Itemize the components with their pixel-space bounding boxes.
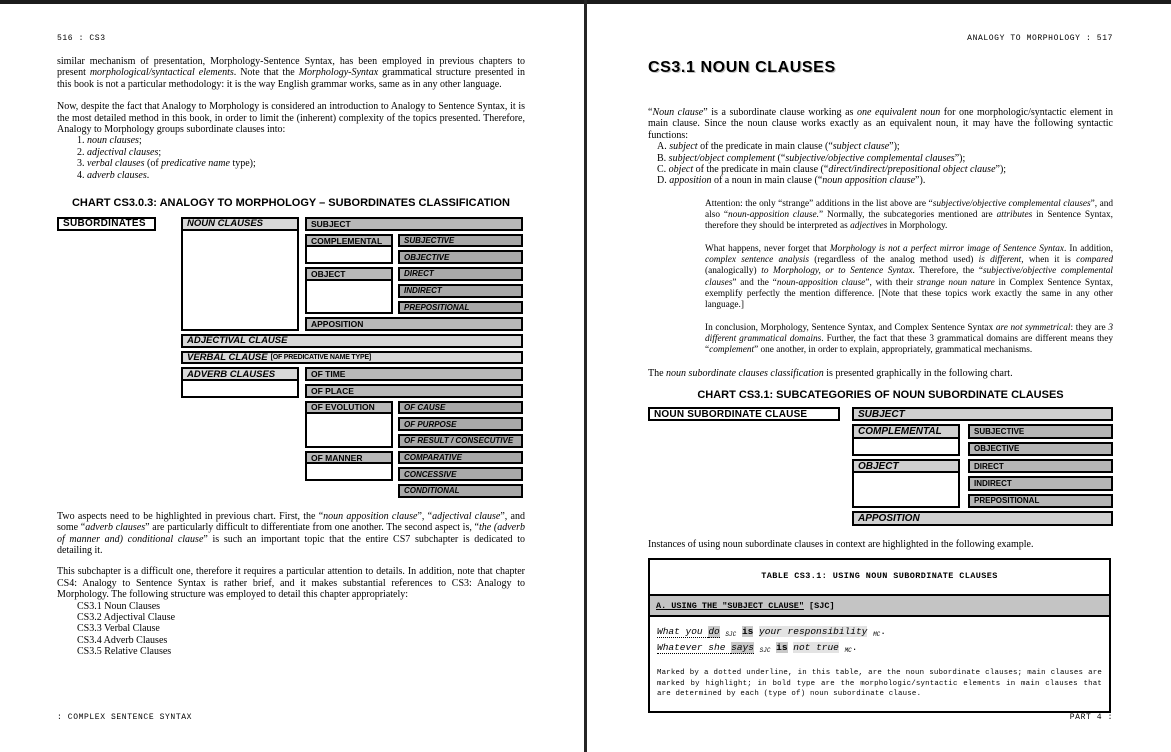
chart-node-subjective: SUBJECTIVE <box>968 424 1113 438</box>
toc-item-cs31: CS3.1 Noun Clauses <box>77 600 161 612</box>
chart-node-of-result-consecutive: OF RESULT / CONSECUTIVE <box>398 434 523 448</box>
chart-node-prepositional: PREPOSITIONAL <box>398 301 523 315</box>
table-cs31-using-noun-subordinate-clauses <box>648 558 1111 713</box>
chart-node-concessive: CONCESSIVE <box>398 467 523 481</box>
example-sentence-2: Whatever she says $_{SJC}$ is not true $_{MC}$. <box>657 642 858 655</box>
example-sentence-1: What you do $_{SJC}$ is your responsibility $_{MC}$. <box>657 625 886 638</box>
chart-node-indirect: INDIRECT <box>398 284 523 298</box>
section-heading-cs31-noun-clauses: CS3.1 NOUN CLAUSES <box>648 59 836 76</box>
page-number-header-right: ANALOGY TO MORPHOLOGY : 517 <box>967 34 1113 43</box>
paragraph-this-subchapter: This subchapter is a difficult one, therefore it requires a particular attention to details. In addition, note that chapter CS4: Analogy to Sentence Syntax is rather brief, and it makes substantial references to CS3: Analogy to Morphology. The following structure was employed to detail this chapter appropriately: <box>57 566 525 601</box>
chart-node-of-purpose: OF PURPOSE <box>398 417 523 431</box>
chart-cs303-subordinates-classification <box>57 217 525 498</box>
chart-cs31-title: CHART CS3.1: SUBCATEGORIES OF NOUN SUBORDINATE CLAUSES <box>697 388 1064 401</box>
chart-node-subject: SUBJECT <box>305 217 523 231</box>
chart-node-complemental <box>852 424 960 456</box>
chart-node-noun-subordinate-clause: NOUN SUBORDINATE CLAUSE <box>648 407 840 421</box>
syntactic-functions-list <box>648 141 1113 187</box>
chart-node-of-evolution <box>305 401 393 448</box>
chart-node-of-time: OF TIME <box>305 367 523 381</box>
table-title: TABLE CS3.1: USING NOUN SUBORDINATE CLAUSES <box>650 560 1109 596</box>
chart-node-label: OF MANNER <box>307 453 391 465</box>
chart-node-conditional: CONDITIONAL <box>398 484 523 498</box>
chart-node-object <box>305 267 393 314</box>
paragraph-now-despite: Now, despite the fact that Analogy to Morphology is considered an introduction to Analogy to Sentence Syntax, it is the most detailed method in this book, in order to limit the (inherent) complexity of the topics presented. Therefore, Analogy to Morphology groups subordinate clauses into: <box>57 101 525 136</box>
chart-node-apposition: APPOSITION <box>852 511 1113 525</box>
paragraph-two-aspects: Two aspects need to be highlighted in previous chart. First, the “noun apposition clause”, “adjectival clause”, and some “adverb clauses” are particularly difficult to differentiate from one another. The second aspect is, “the (adverb of manner and) conditional clause” is such an important topic that the entire CS7 subchapter is dedicated to detailing it. <box>57 510 525 556</box>
part-footer: PART 4 : <box>1069 713 1113 722</box>
chapter-structure-list <box>57 601 525 658</box>
chart-node-objective: OBJECTIVE <box>398 250 523 264</box>
list-item-adjectival-clauses: 2. adjectival clauses; <box>77 146 162 158</box>
table-legend-note: Marked by a dotted underline, in this table, are the noun subordinate clauses; main clauses are marked by highlight; in bold type are the morphologic/syntactic elements in main clauses that are determined by each (type of) noun subordinate clause. <box>657 668 1102 699</box>
paragraph-noun-clause-definition: “Noun clause” is a subordinate clause working as one equivalent noun for one morphologic/syntactic element in main clause. Since the noun clause works exactly as an equivalent noun, it may have the following syntactic functions: <box>648 107 1113 141</box>
table-section-header-subject-clause: A. USING THE "SUBJECT CLAUSE" [SJC] <box>650 596 1109 617</box>
chart-node-subjective: SUBJECTIVE <box>398 234 523 248</box>
chart-node-subordinates: SUBORDINATES <box>57 217 156 231</box>
chart-node-label: COMPLEMENTAL <box>854 426 958 438</box>
list-item-adverb-clauses: 4. adverb clauses. <box>77 169 150 181</box>
toc-item-cs33: CS3.3 Verbal Clause <box>77 623 160 635</box>
chart-node-objective: OBJECTIVE <box>968 442 1113 456</box>
chart-node-of-place: OF PLACE <box>305 384 523 398</box>
subordinate-clause-list <box>57 135 525 181</box>
table-body <box>650 617 1109 711</box>
chart-node-label: OBJECT <box>854 461 958 473</box>
chart-node-direct: DIRECT <box>398 267 523 281</box>
paragraph-classification-intro: The noun subordinate clauses classification is presented graphically in the following chart. <box>648 368 1013 380</box>
page-left-516 <box>0 0 584 752</box>
page-number-header-left: 516 : CS3 <box>57 34 106 43</box>
chart-node-noun-clauses <box>181 217 299 331</box>
chart-node-label: ADVERB CLAUSES <box>183 369 297 381</box>
chart-node-adverb-clauses <box>181 367 299 397</box>
function-item-subject: A. subject of the predicate in main clause (“subject clause”); <box>657 141 900 153</box>
list-item-verbal-clauses: 3. verbal clauses (of predicative name type); <box>77 158 256 170</box>
paragraph-instances-intro: Instances of using noun subordinate clauses in context are highlighted in the following example. <box>648 538 1034 550</box>
page-right-517 <box>587 0 1171 752</box>
chart-node-label: OBJECT <box>307 269 391 281</box>
paragraph-similar-mechanism: similar mechanism of presentation, Morphology-Sentence Syntax, has been employed in previous chapters to present morphological/syntactical elements. Note that the Morphology-Syntax grammatical structure presented in this book is not a particular methodology: it is the way English grammar works, same as in any other language. <box>57 56 525 90</box>
chart-cs303-title: CHART CS3.0.3: ANALOGY TO MORPHOLOGY – SUBORDINATES CLASSIFICATION <box>71 197 510 210</box>
chart-node-of-cause: OF CAUSE <box>398 401 523 415</box>
chart-node-label: NOUN CLAUSES <box>183 219 297 231</box>
chart-node-verbal-clause <box>181 351 523 365</box>
chart-node-prepositional: PREPOSITIONAL <box>968 494 1113 508</box>
toc-item-cs35: CS3.5 Relative Clauses <box>77 646 172 658</box>
function-item-object: C. object of the predicate in main clause (“direct/indirect/prepositional object clause”); <box>657 164 1007 176</box>
toc-item-cs34: CS3.4 Adverb Clauses <box>77 634 168 646</box>
chart-node-label: OF EVOLUTION <box>307 403 391 415</box>
chart-node-object <box>852 459 960 508</box>
chart-node-direct: DIRECT <box>968 459 1113 473</box>
paragraph-in-conclusion: In conclusion, Morphology, Sentence Syntax, and Complex Sentence Syntax are not symmetrical: they are 3 different grammatical domains. Further, the fact that these 3 grammatical domains are different means they “complement” one another, in order to explain, appropriately, grammatical mechanisms. <box>705 322 1113 356</box>
book-title-footer: : COMPLEX SENTENCE SYNTAX <box>57 713 193 722</box>
chart-node-apposition: APPOSITION <box>305 317 523 331</box>
page-gutter-divider <box>584 0 587 752</box>
chart-node-label: COMPLEMENTAL <box>307 236 391 248</box>
chart-node-of-manner <box>305 451 393 481</box>
function-item-complement: B. subject/object complement (“subjective/objective complemental clauses”); <box>657 152 966 164</box>
chart-node-label-suffix: [OF PREDICATIVE NAME TYPE] <box>270 353 372 361</box>
chart-node-complemental <box>305 234 393 264</box>
chart-node-adjectival-clause: ADJECTIVAL CLAUSE <box>181 334 523 348</box>
chart-node-indirect: INDIRECT <box>968 476 1113 490</box>
chart-node-label: VERBAL CLAUSE <box>187 351 268 363</box>
chart-cs31-noun-subordinate-subcategories <box>648 407 1113 526</box>
chart-node-subject: SUBJECT <box>852 407 1113 421</box>
function-item-apposition: D. apposition of a noun in main clause (“noun apposition clause”). <box>657 175 926 187</box>
list-item-noun-clauses: 1. noun clauses; <box>77 135 142 147</box>
paragraph-attention-note: Attention: the only “strange” additions in the list above are “subjective/objective complemental clauses”, and also “noun-apposition clause.” Normally, the subcategories mentioned are attributes in Sentence Syntax, therefore they should be interpreted as adjectives in Morphology. <box>705 198 1113 232</box>
toc-item-cs32: CS3.2 Adjectival Clause <box>77 612 176 623</box>
chart-node-comparative: COMPARATIVE <box>398 451 523 465</box>
paragraph-what-happens: What happens, never forget that Morphology is not a perfect mirror image of Sentence Syntax. In addition, complex sentence analysis (regardless of the analog method used) is different, when it is compared (analogically) to Morphology, or to Sentence Syntax. Therefore, the “subjective/objective complemental clauses” and the “noun-apposition clause”, with their strange noun nature in Complex Sentence Syntax, exemplify perfectly the mention difference. [Note that these topics work exactly the same in any other language.] <box>705 243 1114 311</box>
